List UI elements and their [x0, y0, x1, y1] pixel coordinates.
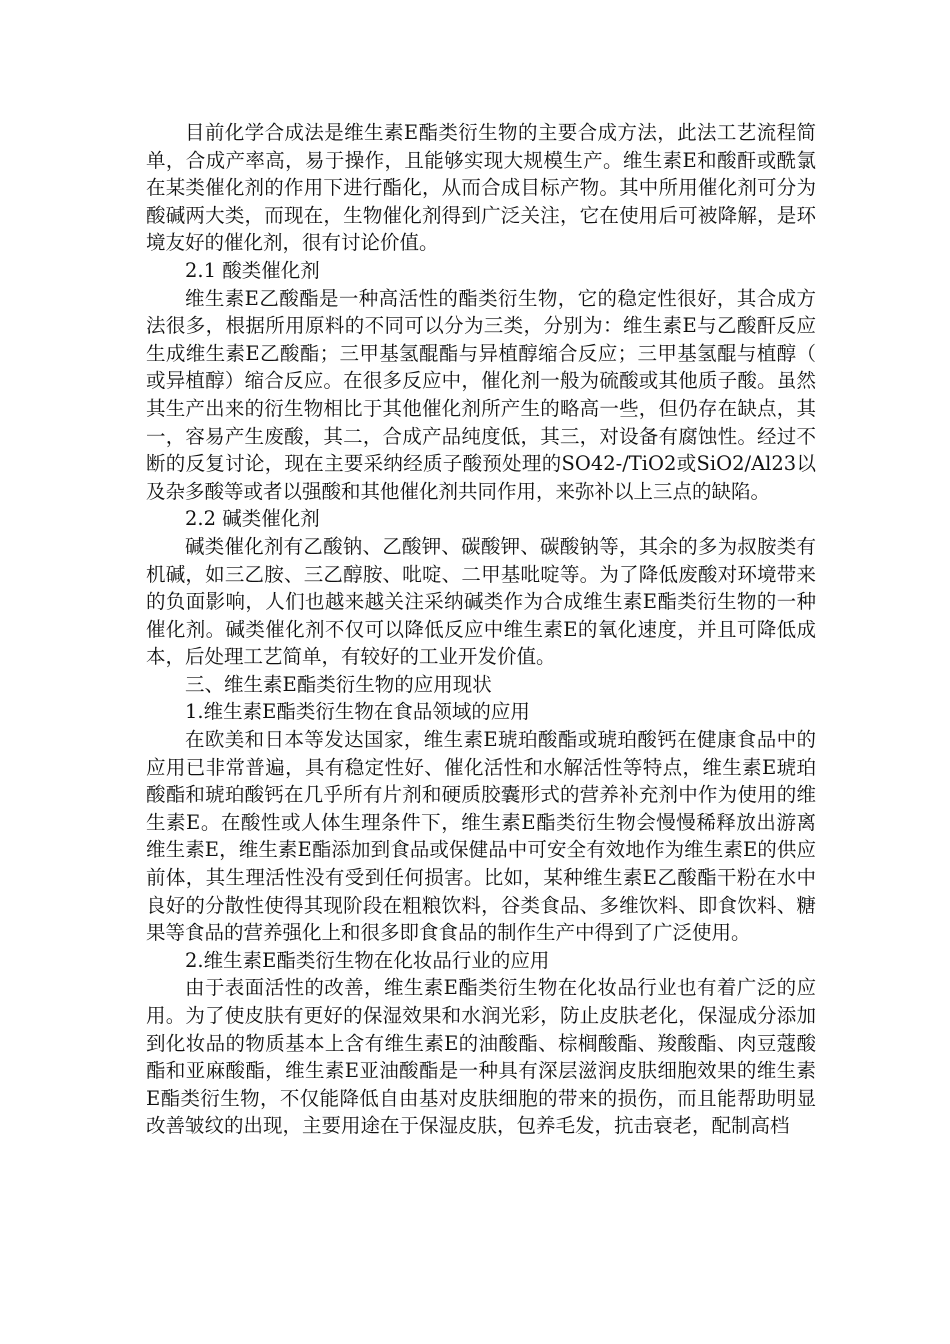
paragraph-food-applications: 在欧美和日本等发达国家，维生素E琥珀酸酯或琥珀酸钙在健康食品中的应用已非常普遍，具有稳定性好、催化活性和水解活性等特点，维生素E琥珀酸酯和琥珀酸钙在几乎所有片剂和硬质胶囊形式的营养补充剂中作为使用的维生素E。在酸性或人体生理条件下，维生素E酯类衍生物会慢慢稀释放出游离维生素E，维生素E酯添加到食品或保健品中可安全有效地作为维生素E的供应前体，其生理活性没有受到任何损害。比如，某种维生素E乙酸酯干粉在水中良好的分散性使得其现阶段在粗粮饮料，谷类食品、多维饮料、即食饮料、糖果等食品的营养强化上和很多即食食品的制作生产中得到了广泛使用。 — [146, 728, 816, 945]
heading-base-catalysts: 2.2 碱类催化剂 — [185, 507, 320, 531]
heading-acid-catalysts: 2.1 酸类催化剂 — [185, 258, 320, 282]
paragraph-acid-catalysts: 维生素E乙酸酯是一种高活性的酯类衍生物，它的稳定性很好，其合成方法很多，根据所用原料的不同可以分为三类，分别为：维生素E与乙酸酐反应生成维生素E乙酸酯；三甲基氢醌酯与异植醇缩合反应；三甲基氢醌与植醇（或异植醇）缩合反应。在很多反应中，催化剂一般为硫酸或其他质子酸。虽然其生产出来的衍生物相比于其他催化剂所产生的略高一些，但仍存在缺点，其一，容易产生废酸，其二，合成产品纯度低，其三，对设备有腐蚀性。经过不断的反复讨论，现在主要采纳经质子酸预处理的SO42-/TiO2或SiO2/Al23以及杂多酸等或者以强酸和其他催化剂共同作用，来弥补以上三点的缺陷。 — [146, 286, 816, 503]
paragraph-synthesis-intro: 目前化学合成法是维生素E酯类衍生物的主要合成方法，此法工艺流程简单，合成产率高，易于操作，且能够实现大规模生产。维生素E和酸酐或酰氯在某类催化剂的作用下进行酯化，从而合成目标产物。其中所用催化剂可分为酸碱两大类，而现在，生物催化剂得到广泛关注，它在使用后可被降解，是环境友好的催化剂，很有讨论价值。 — [146, 121, 816, 255]
heading-food-applications: 1.维生素E酯类衍生物在食品领域的应用 — [185, 700, 530, 724]
heading-applications: 三、维生素E酯类衍生物的应用现状 — [185, 672, 492, 696]
document-body — [146, 119, 816, 1140]
paragraph-base-catalysts: 碱类催化剂有乙酸钠、乙酸钾、碳酸钾、碳酸钠等，其余的多为叔胺类有机碱，如三乙胺、三乙醇胺、吡啶、二甲基吡啶等。为了降低废酸对环境带来的负面影响，人们也越来越关注采纳碱类作为合成维生素E酯类衍生物的一种催化剂。碱类催化剂不仅可以降低反应中维生素E的氧化速度，并且可降低成本，后处理工艺简单，有较好的工业开发价值。 — [146, 534, 816, 669]
paragraph-cosmetics-applications: 由于表面活性的改善，维生素E酯类衍生物在化妆品行业也有着广泛的应用。为了使皮肤有更好的保湿效果和水润光彩，防止皮肤老化，保湿成分添加到化妆品的物质基本上含有维生素E的油酸酯、棕榈酸酯、羧酸酯、肉豆蔻酸酯和亚麻酸酯，维生素E亚油酸酯是一种具有深层滋润皮肤细胞效果的维生素E酯类衍生物，不仅能降低自由基对皮肤细胞的带来的损伤，而且能帮助明显改善皱纹的出现，主要用途在于保湿皮肤，包养毛发，抗击衰老，配制高档 — [146, 976, 816, 1138]
heading-cosmetics-applications: 2.维生素E酯类衍生物在化妆品行业的应用 — [185, 948, 550, 972]
